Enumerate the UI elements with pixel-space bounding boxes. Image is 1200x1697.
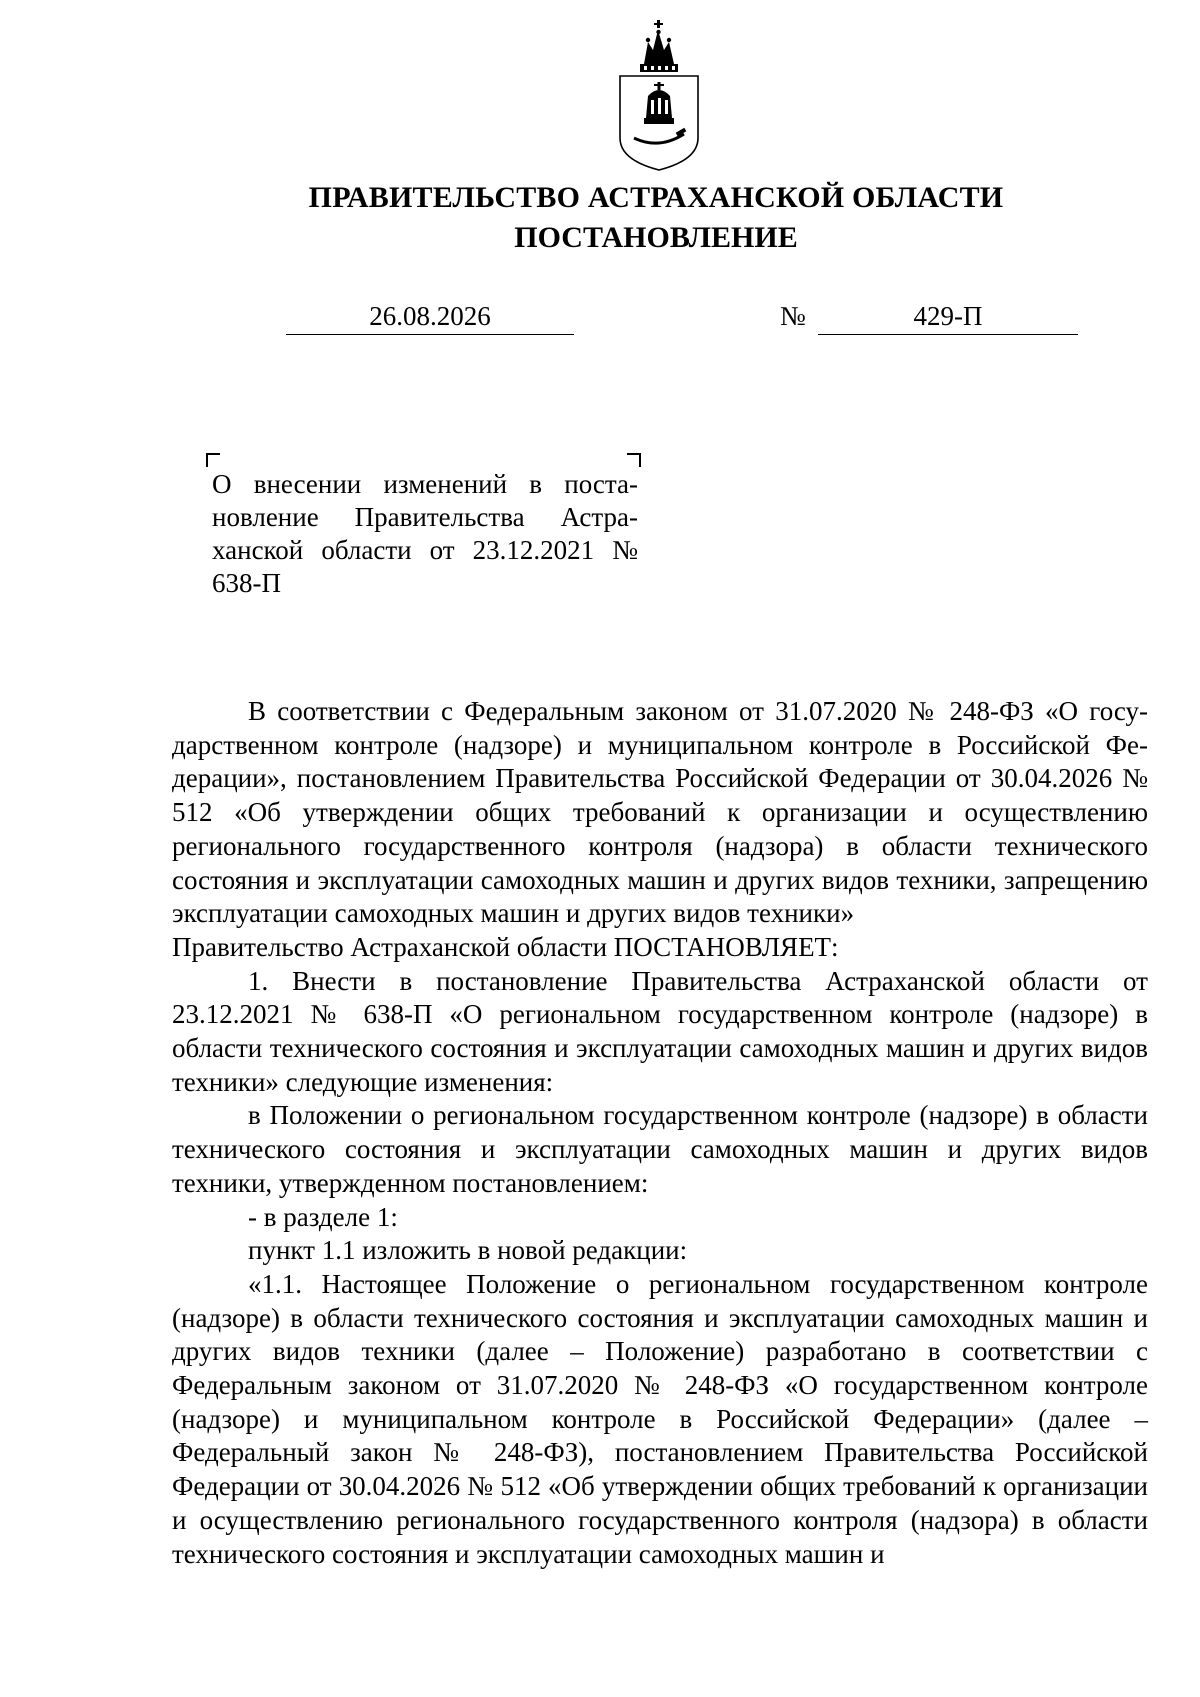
document-type-title: ПОСТАНОВЛЕНИЕ (514, 221, 798, 254)
subject-bracket-right (627, 453, 641, 467)
section-paragraph: - в разделе 1: (248, 1201, 398, 1232)
document-body (172, 695, 1148, 1571)
document-subject: О внесении изменений в постановление Правительства Астраханской области от 23.12.2021 № 638-П (212, 469, 638, 598)
item-1-paragraph: 1. Внести в постановление Правительства Астраханской области от 23.12.2021 № 638-П «О региональном государственном контроле (надзоре) в области технического состояния и эксплуатации самоходных машин и других видов техники» следующие изменения: (172, 965, 1148, 1097)
number-sign: № (780, 301, 806, 331)
document-number: 429-П (818, 300, 1078, 335)
document-date: 26.08.2026 (286, 300, 574, 335)
subject-bracket-left (206, 453, 220, 467)
item-1a-paragraph: в Положении о региональном государственном контроле (надзоре) в области технического состояния и эксплуатации самоходных машин и других видов техники, утвержденном постановлением: (172, 1100, 1148, 1198)
preamble-paragraph: В соответствии с Федеральным законом от 31.07.2020 № 248-ФЗ «О государственном контроле (надзоре) и муниципальном контроле в Российской Федерации», постановлением Правительства Российской Федерации от 30.04.2026 № 512 «Об утверждении общих требований к организации и осуществлению регионального государственного контроля (надзора) в области технического состояния и эксплуатации самоходных машин и других видов техники, запрещению эксплуатации самоходных машин и других видов техники» (172, 696, 1148, 929)
organization-title: ПРАВИТЕЛЬСТВО АСТРАХАНСКОЙ ОБЛАСТИ (308, 181, 1004, 214)
new-text-paragraph: «1.1. Настоящее Положение о региональном государственном контроле (надзоре) в области технического состояния и эксплуатации самоходных машин и других видов техники (далее – Положение) разработано в соответствии с Федеральным законом от 31.07.2020 № 248-ФЗ «О государственном контроле (надзоре) и муниципальном контроле в Российской Федерации» (далее – Федеральный закон № 248-ФЗ), постановлением Правительства Российской Федерации от 30.04.2026 № 512 «Об утверждении общих требований к организации и осуществлению регионального государственного контроля (надзора) в области технического состояния и эксплуатации самоходных машин и (172, 1268, 1148, 1569)
astrakhan-coat-of-arms-icon (614, 20, 704, 172)
clause-paragraph: пункт 1.1 изложить в новой редакции: (248, 1235, 688, 1266)
resolves-paragraph: Правительство Астраханской области ПОСТАНОВЛЯЕТ: (172, 931, 839, 962)
